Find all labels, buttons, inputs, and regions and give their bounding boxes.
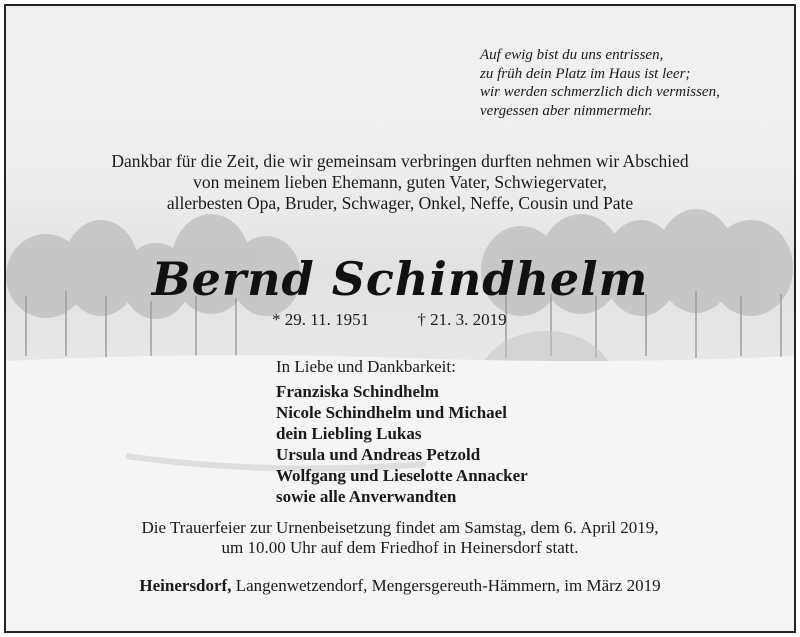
funeral-notice xyxy=(6,518,794,558)
mourner-name: Ursula und Andreas Petzold xyxy=(276,445,481,464)
obituary-card xyxy=(4,4,796,633)
memorial-poem xyxy=(480,46,720,120)
mourner-name: Nicole Schindhelm und Michael xyxy=(276,403,507,422)
intro-line: Dankbar für die Zeit, die wir gemeinsam verbringen durften nehmen wir Abschied xyxy=(111,151,689,171)
intro-line: von meinem lieben Ehemann, guten Vater, Schwiegervater, xyxy=(193,172,607,192)
farewell-intro xyxy=(6,151,794,214)
mourner-name: dein Liebling Lukas xyxy=(276,424,422,443)
deceased-name: Bernd Schindhelm xyxy=(151,252,649,306)
place-and-date xyxy=(6,576,794,596)
death-date: † 21. 3. 2019 xyxy=(417,310,507,329)
funeral-line: Die Trauerfeier zur Urnenbeisetzung findet am Samstag, dem 6. April 2019, xyxy=(141,518,659,537)
poem-line: wir werden schmerzlich dich vermissen, xyxy=(480,84,720,100)
life-dates xyxy=(272,310,507,330)
place-rest: Langenwetzendorf, Mengersgereuth-Hämmern, im März 2019 xyxy=(235,576,661,595)
place-town: Heinersdorf, xyxy=(139,576,232,595)
mourners-label: In Liebe und Dankbarkeit: xyxy=(276,357,456,376)
poem-line: zu früh dein Platz im Haus ist leer; xyxy=(480,65,691,82)
mourner-name: sowie alle Anverwandten xyxy=(276,487,457,506)
mourner-name: Wolfgang und Lieselotte Annacker xyxy=(276,466,528,485)
intro-line: allerbesten Opa, Bruder, Schwager, Onkel, Neffe, Cousin und Pate xyxy=(166,193,634,213)
birth-date: * 29. 11. 1951 xyxy=(272,310,370,329)
mourners-list xyxy=(276,356,528,507)
mourner-name: Franziska Schindhelm xyxy=(276,382,439,401)
poem-line: vergessen aber nimmermehr. xyxy=(480,102,653,119)
poem-line: Auf ewig bist du uns entrissen, xyxy=(480,47,664,63)
funeral-line: um 10.00 Uhr auf dem Friedhof in Heinersdorf statt. xyxy=(221,538,579,557)
